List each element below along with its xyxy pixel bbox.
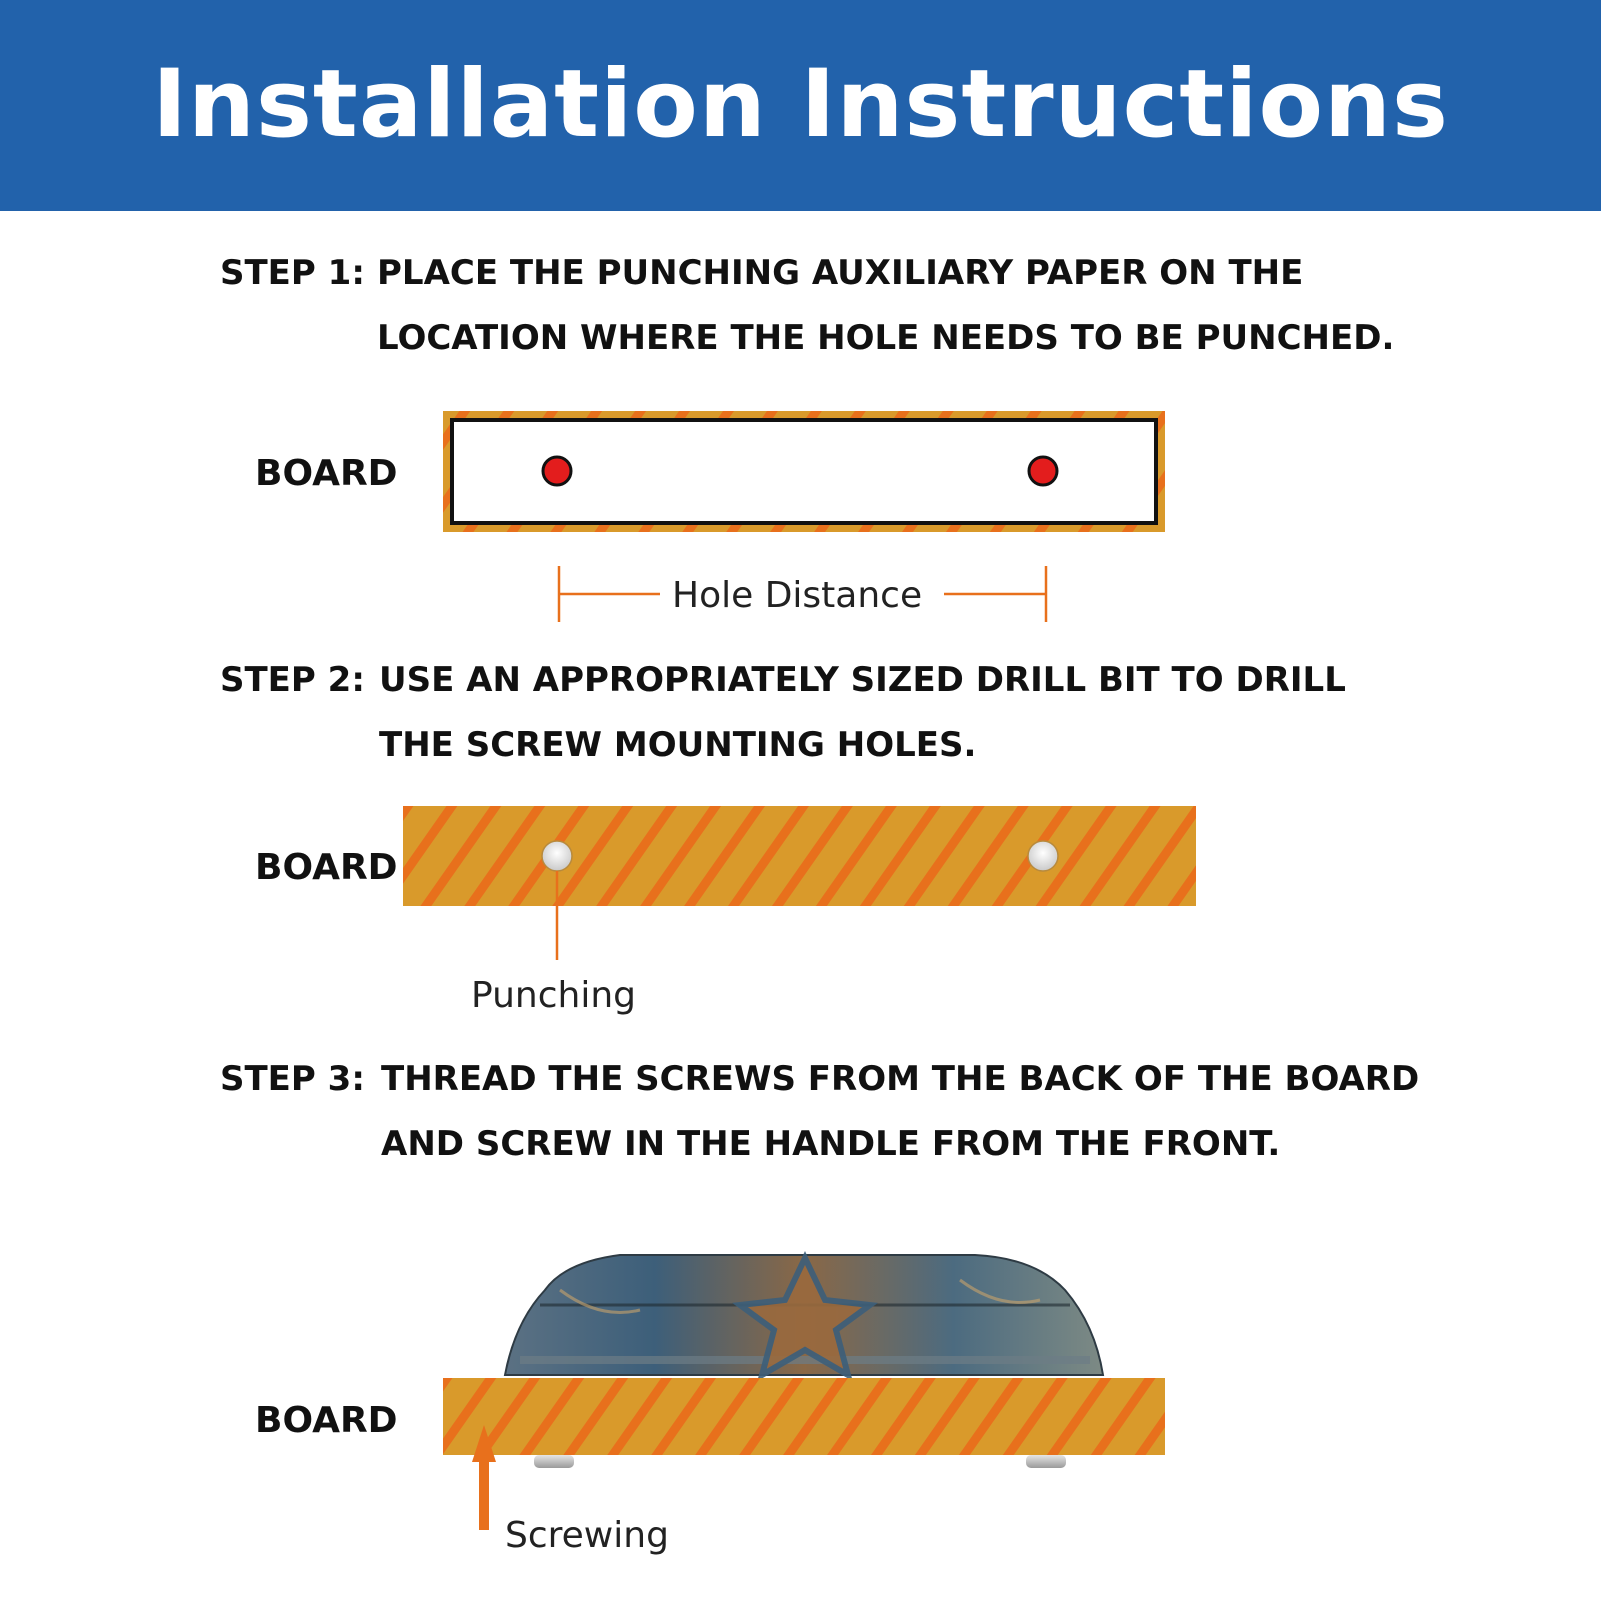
step-1-line-1: PLACE THE PUNCHING AUXILIARY PAPER ON THE <box>377 253 1304 293</box>
step-1-line-2: LOCATION WHERE THE HOLE NEEDS TO BE PUNCHED. <box>377 318 1395 358</box>
board-label-step-1: BOARD <box>255 453 398 494</box>
punching-label: Punching <box>471 975 636 1016</box>
page-title: Installation Instructions <box>152 50 1449 159</box>
screwing-label: Screwing <box>505 1515 669 1556</box>
step-2-line-2: THE SCREW MOUNTING HOLES. <box>379 725 977 765</box>
hole-distance-dimension <box>559 566 1046 622</box>
handle-icon <box>505 1255 1103 1375</box>
step-2-board <box>403 806 1196 960</box>
step-3-number: STEP 3: <box>220 1059 365 1099</box>
screw-heads <box>534 1455 1066 1468</box>
step-2-line-1: USE AN APPROPRIATELY SIZED DRILL BIT TO DRILL <box>379 660 1346 700</box>
hole-marker-left <box>543 457 571 485</box>
screw-head-left <box>534 1455 574 1468</box>
hole-distance-label: Hole Distance <box>672 575 923 616</box>
board-label-step-2: BOARD <box>255 847 398 888</box>
screw-head-right <box>1026 1455 1066 1468</box>
drilled-hole-right <box>1028 841 1058 871</box>
step-3-line-2: AND SCREW IN THE HANDLE FROM THE FRONT. <box>381 1124 1281 1164</box>
step-3-line-1: THREAD THE SCREWS FROM THE BACK OF THE BOARD <box>381 1059 1420 1099</box>
step-1-number: STEP 1: <box>220 253 365 293</box>
step-3-board <box>443 1378 1165 1455</box>
board-label-step-3: BOARD <box>255 1400 398 1441</box>
drilled-hole-left <box>542 841 572 871</box>
step-1-board <box>443 411 1165 532</box>
step-2-number: STEP 2: <box>220 660 365 700</box>
hole-marker-right <box>1029 457 1057 485</box>
